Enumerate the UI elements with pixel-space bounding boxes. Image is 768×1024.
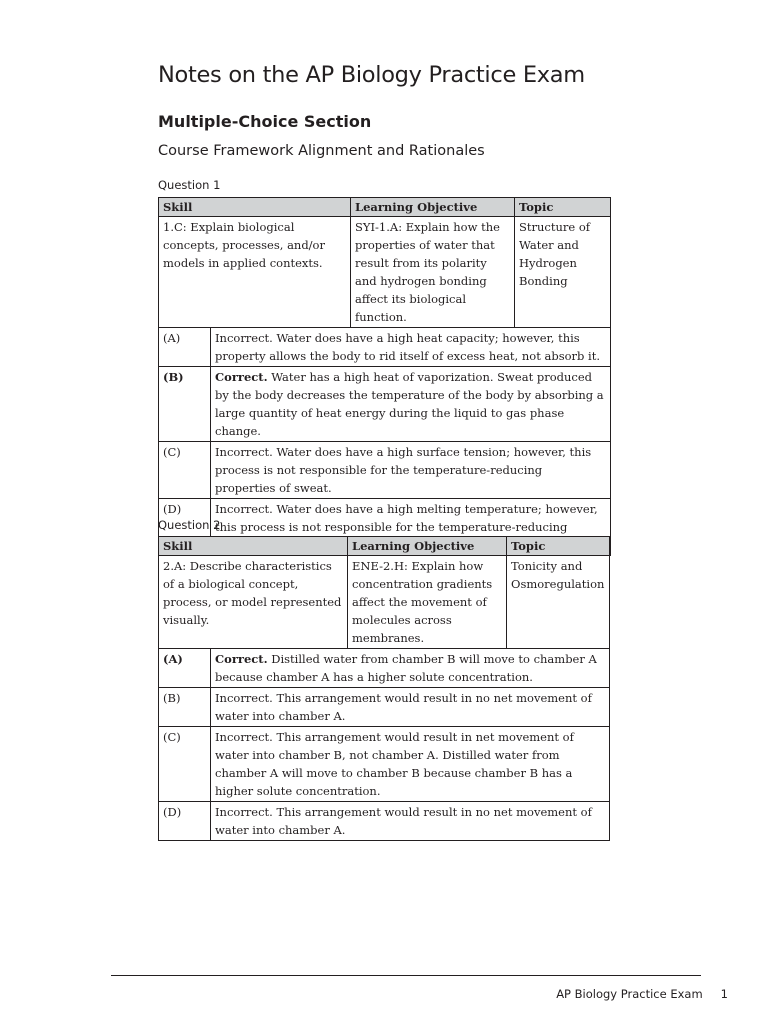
answer-rationale — [211, 328, 611, 367]
objective-cell: SYI-1.A: Explain how the properties of water that result from its polarity and hydrogen bonding affect its biological function. — [351, 217, 515, 328]
footer-divider — [111, 975, 701, 976]
answer-rationale — [211, 727, 610, 802]
header-topic: Topic — [507, 537, 610, 556]
answer-rationale — [211, 802, 610, 841]
answer-letter: (A) — [159, 328, 211, 367]
header-learning-objective: Learning Objective — [351, 198, 515, 217]
answer-row-b — [159, 367, 611, 442]
rationale-text: Incorrect. Water does have a high melting temperature; however, this process is not responsible for the temperature-reducing — [215, 502, 598, 534]
answer-letter: (D) — [159, 802, 211, 841]
correct-label: Correct. — [215, 652, 268, 666]
footer-title: AP Biology Practice Exam — [556, 987, 703, 1001]
rationale-text: Incorrect. This arrangement would result in net movement of water into chamber B, not chamber A. Distilled water from chamber A will move to chamber B because chamber B has a higher solute concentration. — [215, 730, 574, 798]
answer-rationale — [211, 688, 610, 727]
rationale-text: Water has a high heat of vaporization. Sweat produced by the body decreases the temperature of the body by absorbing a large quantity of heat energy during the liquid to gas phase change. — [215, 370, 604, 438]
page-number: 1 — [720, 987, 728, 1001]
answer-row-a — [159, 649, 610, 688]
subsection-heading: Course Framework Alignment and Rationales — [158, 143, 485, 159]
answer-letter: (C) — [159, 727, 211, 802]
alignment-row — [159, 217, 611, 328]
answer-rationale — [211, 649, 610, 688]
header-skill: Skill — [159, 537, 348, 556]
question-2-label: Question 2 — [158, 518, 221, 532]
answer-letter: (B) — [159, 367, 211, 442]
page-footer — [556, 987, 728, 1001]
table-header-row — [159, 198, 611, 217]
objective-cell: ENE-2.H: Explain how concentration gradients affect the movement of molecules across membranes. — [348, 556, 507, 649]
header-learning-objective: Learning Objective — [348, 537, 507, 556]
answer-letter: (A) — [159, 649, 211, 688]
page-title: Notes on the AP Biology Practice Exam — [158, 62, 585, 88]
topic-cell: Structure of Water and Hydrogen Bonding — [515, 217, 611, 328]
question-1-label: Question 1 — [158, 178, 221, 192]
skill-cell: 1.C: Explain biological concepts, processes, and/or models in applied contexts. — [159, 217, 351, 328]
answer-row-c — [159, 442, 611, 499]
question-2-table — [158, 536, 610, 841]
rationale-text: Incorrect. This arrangement would result in no net movement of water into chamber A. — [215, 691, 592, 723]
rationale-text: Incorrect. Water does have a high heat capacity; however, this property allows the body to rid itself of excess heat, not absorb it. — [215, 331, 600, 363]
header-topic: Topic — [515, 198, 611, 217]
answer-letter: (D) — [159, 499, 211, 556]
answer-rationale — [211, 367, 611, 442]
answer-row-c — [159, 727, 610, 802]
rationale-text: Incorrect. Water does have a high surface tension; however, this process is not responsible for the temperature-reducing properties of sweat. — [215, 445, 592, 495]
correct-label: Correct. — [215, 370, 268, 384]
answer-row-a — [159, 328, 611, 367]
rationale-text: Distilled water from chamber B will move to chamber A because chamber A has a higher solute concentration. — [215, 652, 597, 684]
section-heading: Multiple-Choice Section — [158, 112, 372, 131]
answer-rationale — [211, 442, 611, 499]
table-header-row — [159, 537, 610, 556]
topic-cell: Tonicity and Osmoregulation — [507, 556, 610, 649]
answer-row-b — [159, 688, 610, 727]
answer-letter: (C) — [159, 442, 211, 499]
question-1-table — [158, 197, 611, 556]
header-skill: Skill — [159, 198, 351, 217]
answer-row-d — [159, 802, 610, 841]
rationale-text: Incorrect. This arrangement would result in no net movement of water into chamber A. — [215, 805, 592, 837]
alignment-row — [159, 556, 610, 649]
answer-letter: (B) — [159, 688, 211, 727]
skill-cell: 2.A: Describe characteristics of a biological concept, process, or model represented visually. — [159, 556, 348, 649]
